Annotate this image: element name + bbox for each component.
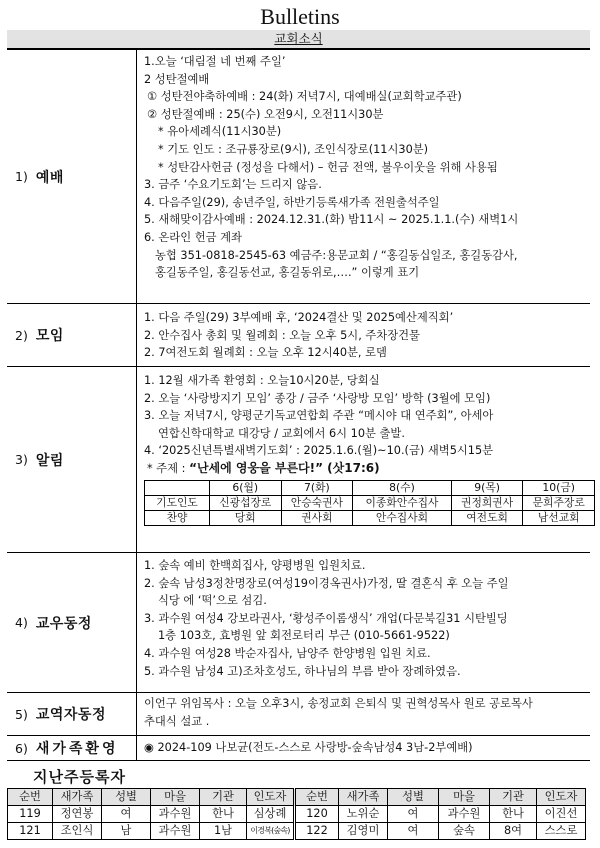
text-line: 1. 숲속 예비 한백희집사, 양평병원 입원치료.: [144, 559, 366, 572]
table-cell: 여: [102, 806, 151, 823]
section-title: 예배: [35, 169, 64, 186]
text-line: ② 성탄절예배 : 25(수) 오전9시, 오전11시30분: [147, 107, 384, 121]
table-cell: 과수원: [151, 823, 200, 840]
section-header: [7, 30, 590, 50]
text-line: 5. 새해맞이감사예배 : 2024.12.31.(화) 밤11시 ~ 2025.1.1.(수) 새벽1시: [144, 213, 519, 227]
prayer-schedule-table: [144, 480, 595, 526]
text-line: 2. 7여전도회 월례회 : 오늘 오후 12시40분, 로뎀: [144, 346, 387, 360]
section-title: 교역자동정: [35, 707, 106, 723]
text-line: 이언구 위임목사 : 오늘 오후3시, 송정교회 은퇴식 및 권혁성목사 원로 공로목사: [144, 697, 533, 710]
table-row: [8, 806, 586, 823]
section-label: [7, 304, 137, 366]
text-line: 1.오늘 ‘대림절 네 번째 주일’: [144, 55, 286, 68]
table-cell: 문희주장로: [523, 495, 595, 510]
section-body: [144, 695, 590, 730]
table-cell: 권정희권사: [451, 495, 523, 510]
table-cell: 여: [388, 823, 439, 840]
section-body: [144, 557, 590, 680]
table-cell: 8여: [490, 823, 537, 840]
table-cell: 122: [295, 823, 339, 840]
text-line: 3. 오늘 저녁7시, 양평군기독교연합회 주관 “메시야 대 연주회”, 아세아: [144, 409, 494, 423]
table-cell: 여전도회: [451, 510, 523, 525]
section-title: 교우동정: [35, 615, 92, 632]
column-header: 마을: [151, 789, 200, 806]
table-cell: 1남: [200, 823, 247, 840]
text-line: 2 성탄절예배: [144, 72, 210, 86]
table-cell: 안승숙권사: [281, 495, 353, 510]
section-number: 6): [15, 740, 28, 756]
section-body: [144, 53, 590, 282]
table-cell: 121: [8, 823, 53, 840]
theme-prefix: * 주제 :: [147, 461, 190, 475]
column-header: 인도자: [247, 789, 295, 806]
table-cell: 이진선: [537, 806, 586, 823]
text-line: 홍길동주일, 홍길동선교, 홍길동위로,….” 이렇게 표기: [155, 266, 420, 280]
table-cell: 정연봉: [53, 806, 102, 823]
table-cell: 심상례: [247, 806, 295, 823]
section-title: 모임: [35, 328, 64, 344]
table-cell: 기도인도: [145, 495, 210, 510]
section-header-label: 교회소식: [274, 31, 323, 46]
table-cell: 김영미: [339, 823, 388, 840]
table-cell: 8(수): [353, 480, 452, 495]
section-new-family: [7, 736, 590, 761]
table-cell: 스스로: [537, 823, 586, 840]
section-meetings: [7, 304, 590, 367]
text-line: 2. 숲속 남성3정찬명장로(여성19이경옥권사)가정, 딸 결혼식 후 오늘 주일: [144, 576, 509, 590]
text-line: 3. 금주 ‘수요기도회’는 드리지 않음.: [144, 178, 322, 192]
registrants-title: 지난주등록자: [33, 768, 126, 786]
text-line: 추대식 설교 .: [144, 714, 210, 728]
text-line: [144, 739, 590, 757]
table-cell: 이경복(숲속): [247, 823, 295, 840]
table-cell: 남: [102, 823, 151, 840]
section-label: [7, 553, 137, 692]
table-cell: 과수원: [439, 806, 490, 823]
theme-text: “난세에 영웅을 부른다!” (삿17:6): [189, 460, 380, 475]
column-header: 새가족: [53, 789, 102, 806]
column-header: 성별: [388, 789, 439, 806]
registrants-table: [7, 788, 586, 840]
section-body: [144, 739, 590, 757]
table-row: [145, 495, 595, 510]
section-body: [144, 309, 590, 362]
section-pastor-news: [7, 693, 590, 736]
table-cell: 여: [388, 806, 439, 823]
table-cell: 노위순: [339, 806, 388, 823]
table-cell: 119: [8, 806, 53, 823]
table-cell: 안수집사회: [353, 510, 452, 525]
column-header: 성별: [102, 789, 151, 806]
text-line: 4. 과수원 여성28 박순자집사, 남양주 한양병원 입원 치료.: [144, 646, 431, 660]
table-cell: 6(월): [210, 480, 282, 495]
section-number: 1): [15, 169, 28, 184]
table-cell: 당회: [210, 510, 282, 525]
text-line: 2. 오늘 ‘사랑방지기 모임’ 종강 / 금주 ‘사랑방 모임’ 방학 (3월에 모임): [144, 391, 491, 405]
text-line: 6. 온라인 헌금 계좌: [144, 230, 242, 244]
section-number: 3): [15, 452, 28, 467]
column-header: 새가족: [339, 789, 388, 806]
table-cell: 10(금): [523, 480, 595, 495]
section-title: 새가족환영: [35, 741, 119, 757]
section-title: 알림: [35, 452, 64, 469]
text-line: 1. 다음 주일(29) 3부예배 후, ‘2024결산 및 2025예산제직회’: [144, 311, 454, 324]
section-number: 4): [15, 615, 28, 630]
table-cell: 7(화): [281, 480, 353, 495]
section-member-news: [7, 553, 590, 693]
new-family-entry: 2024-109 나보균(전도-스스로 사랑방-숲속남성4 3남-2부예배): [157, 741, 473, 754]
table-cell: 120: [295, 806, 339, 823]
section-label: [7, 693, 137, 735]
text-line: 3. 과수원 여성4 강보라권사, ‘황성주이롬생식’ 개업(다문북길31 시탄빌딩: [144, 611, 508, 625]
text-line: 4. ‘2025신년특별새벽기도회’ : 2025.1.6.(월)~10.(금) 새벽5시15분: [144, 444, 494, 458]
table-cell: 한나: [490, 806, 537, 823]
table-cell: 9(목): [451, 480, 523, 495]
section-number: 2): [15, 327, 28, 343]
text-line: 1층 103호, 효병원 앞 회전로터리 부근 (010-5661-9522): [158, 629, 450, 643]
table-header-row: [145, 480, 595, 495]
text-line: * 기도 인도 : 조규룡장로(9시), 조인식장로(11시30분): [158, 142, 429, 156]
section-label: [7, 367, 137, 552]
column-header: 인도자: [537, 789, 586, 806]
section-announcements: [7, 367, 590, 553]
section-worship: [7, 50, 590, 304]
table-cell: 한나: [200, 806, 247, 823]
radio-bullet-icon: ◉: [144, 741, 154, 754]
table-cell: 조인식: [53, 823, 102, 840]
section-number: 5): [15, 706, 28, 722]
theme-line: [144, 460, 590, 478]
section-label: [7, 50, 137, 303]
account-line: 농협 351-0818-2545-63 예금주:용문교회 / “홍길동십일조, 홍길동감사,: [155, 248, 518, 262]
text-line: 5. 과수원 남성4 고)조차호성도, 하나님의 부름 받아 장례하였음.: [144, 664, 461, 678]
table-cell: 이종화안수집사: [353, 495, 452, 510]
column-header: 순번: [8, 789, 53, 806]
table-cell: [145, 480, 210, 495]
section-body: [144, 372, 590, 526]
text-line: * 성탄감사헌금 (정성을 다해서) – 헌금 전액, 불우이웃을 위해 사용됨: [158, 160, 498, 174]
text-line: 4. 다음주일(29), 송년주일, 하반기등록새가족 전원출석주일: [144, 195, 440, 209]
text-line: 1. 12월 새가족 환영회 : 오늘10시20분, 당회실: [144, 374, 380, 387]
column-header: 기관: [490, 789, 537, 806]
page-title: Bulletins: [260, 4, 340, 29]
text-line: 식당 에 ‘떡’으로 섬김.: [158, 594, 267, 608]
text-line: 2. 안수집사 총회 및 월례회 : 오늘 오후 5시, 주차장건물: [144, 328, 420, 342]
text-line: ① 성탄전야축하예배 : 24(화) 저녁7시, 대예배실(교회학교주관): [147, 90, 462, 104]
table-cell: 숲속: [439, 823, 490, 840]
table-cell: 신광섭장로: [210, 495, 282, 510]
table-cell: 남선교회: [523, 510, 595, 525]
section-label: [7, 736, 137, 760]
table-cell: 과수원: [151, 806, 200, 823]
text-line: * 유아세례식(11시30분): [158, 125, 282, 139]
column-header: 순번: [295, 789, 339, 806]
table-header-row: [8, 789, 586, 806]
table-row: [8, 823, 586, 840]
table-row: [145, 510, 595, 525]
column-header: 기관: [200, 789, 247, 806]
table-cell: 권사회: [281, 510, 353, 525]
text-line: 연합신학대학교 대강당 / 교회에서 6시 10분 출발.: [158, 426, 405, 440]
column-header: 마을: [439, 789, 490, 806]
table-cell: 찬양: [145, 510, 210, 525]
